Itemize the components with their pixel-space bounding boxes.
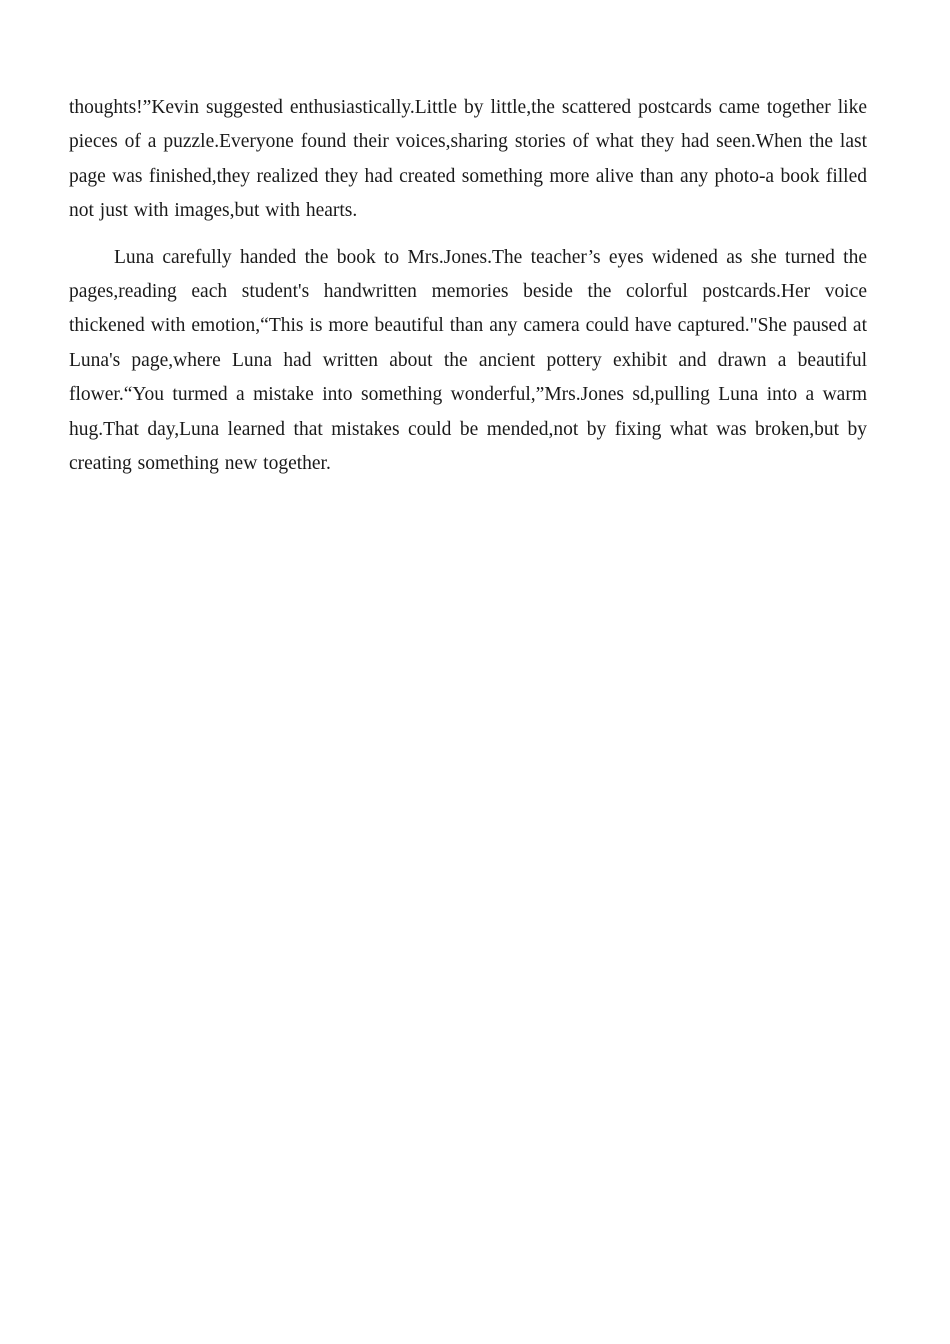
paragraph-2: Luna carefully handed the book to Mrs.Jones.The teacher’s eyes widened as she turned the pages,reading each student's handwritten memories beside the colorful postcards.Her voice thickened with emotion,“This is more beautiful than any camera could have captured."She paused at Luna's page,where Luna had written about the ancient pottery exhibit and drawn a beautiful flower.“You turmed a mistake into something wonderful,”Mrs.Jones sd,pulling Luna into a warm hug.That day,Luna learned that mistakes could be mended,not by fixing what was broken,but by creating something new together.: [69, 246, 867, 475]
body-text: [69, 91, 867, 481]
paragraph-1: thoughts!”Kevin suggested enthusiastically.Little by little,the scattered postcards came together like pieces of a puzzle.Everyone found their voices,sharing stories of what they had seen.When the last page was finished,they realized they had created something more alive than any photo-a book filled not just with images,but with hearts.: [69, 97, 867, 222]
